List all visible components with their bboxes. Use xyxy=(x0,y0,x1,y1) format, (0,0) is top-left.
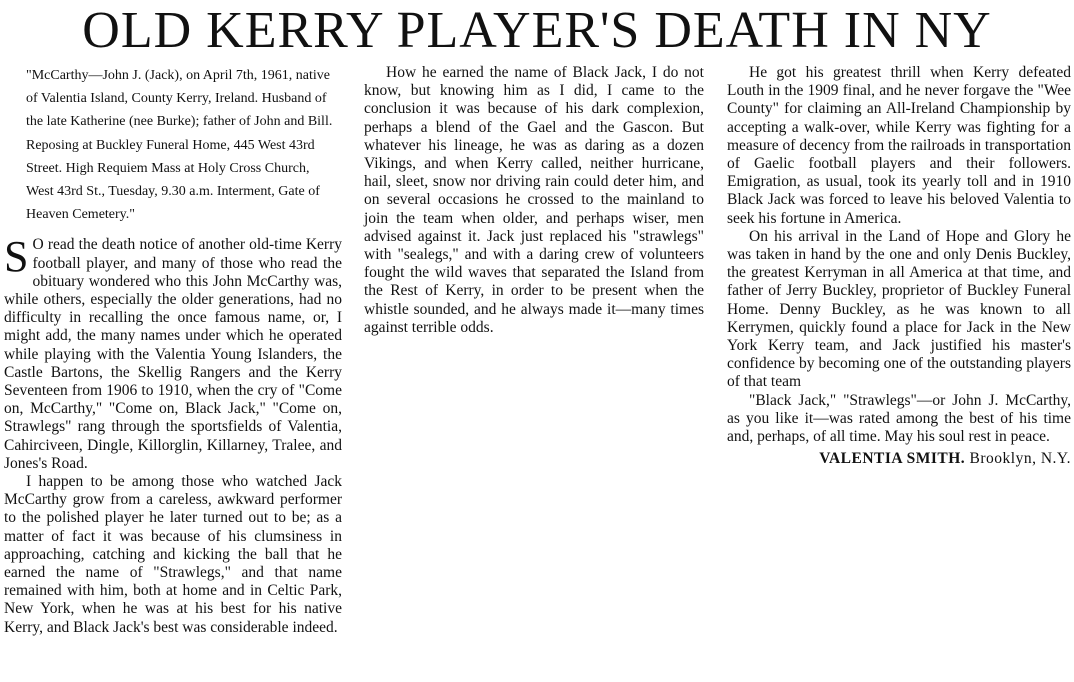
signature xyxy=(727,450,1071,468)
column-1 xyxy=(4,64,342,637)
paragraph-5: On his arrival in the Land of Hope and Glory he was taken in hand by the one and only Denis Buckley, the greatest Kerryman in all America at that time, and father of Jerry Buckley, proprietor of Buckley Funeral Home. Denny Buckley, as he was known to all Kerrymen, quickly found a place for Jack in the New York Kerry team, and Jack justified his master's confidence by becoming one of the outstanding players of that team xyxy=(727,227,1071,391)
death-notice: "McCarthy—John J. (Jack), on April 7th, 1961, native of Valentia Island, County Kerry, Ireland. Husband of the late Katherine (nee Burke); father of John and Bill. Reposing at Buckley Funeral Home, 445 West 43rd Street. High Requiem Mass at Holy Cross Church, West 43rd St., Tuesday, 9.30 a.m. Interment, Gate of Heaven Cemetery." xyxy=(26,68,333,223)
column-3 xyxy=(727,64,1071,468)
paragraph-3: How he earned the name of Black Jack, I do not know, but knowing him as I did, I came to the conclusion it was because of his dark complexion, perhaps a blend of the Gael and the Gascon. But whatever his lineage, he was as daring as a dozen Vikings, and when Kerry called, neither hurricane, hail, sleet, snow nor driving rain could deter him, and on several occasions he crossed to the mainland to join the team when older, and perhaps wiser, men advised against it. Jack just replaced his "strawlegs" with "sealegs," and with a daring crew of volunteers fought the wild waves that separated the Island from the Rest of Kerry, in order to be present when the whistle sounded, and he always made it—many times against terrible odds. xyxy=(364,64,704,336)
paragraph-1-text: O read the death notice of another old-time Kerry football player, and many of those who read the obituary wondered who this John McCarthy was, while others, especially the older generations, had no difficulty in recalling the once famous name, or, I might add, the many names under which he operated while playing with the Valentia Young Islanders, the Castle Bartons, the Skellig Rangers and the Kerry Seventeen from 1906 to 1910, when the cry of "Come on, McCarthy," "Come on, Black Jack," "Come on, Strawlegs" rang through the sportsfields of Valentia, Cahirciveen, Dingle, Killorglin, Killarney, Tralee, and Jones's Road. xyxy=(4,236,342,472)
paragraph-4: He got his greatest thrill when Kerry defeated Louth in the 1909 final, and he never forgave the "Wee County" for claiming an All-Ireland Championship by accepting a walk-over, while Kerry was fighting for a measure of decency from the railroads in transportation of Gaelic football players and their followers. Emigration, as usual, took its yearly toll and in 1910 Black Jack was forced to leave his beloved Valentia to seek his fortune in America. xyxy=(727,64,1071,227)
signature-place: Brooklyn, N.Y. xyxy=(969,450,1071,468)
headline: OLD KERRY PLAYER'S DEATH IN NY xyxy=(82,2,992,59)
paragraph-2-start: I happen to be among those who watched Jack McCarthy grow from a careless, awkward performer to the polished player he later turned out to be; as a matter of fact it was because of his clumsiness in approaching, catching and kicking the ball that he earned the name of "Strawlegs," and that name remained with him, both at home and in Celtic Park, New York, when he was at his best for his native Kerry, and Black Jack's best was considerable indeed. xyxy=(4,473,342,636)
paragraph-1 xyxy=(4,232,342,473)
paragraph-6: "Black Jack," "Strawlegs"—or John J. McCarthy, as you like it—was rated among the best of his time and, perhaps, of all time. May his soul rest in peace. xyxy=(727,391,1071,446)
signature-name: VALENTIA SMITH. xyxy=(819,450,966,468)
column-2 xyxy=(364,64,704,337)
drop-cap: S xyxy=(4,232,29,282)
